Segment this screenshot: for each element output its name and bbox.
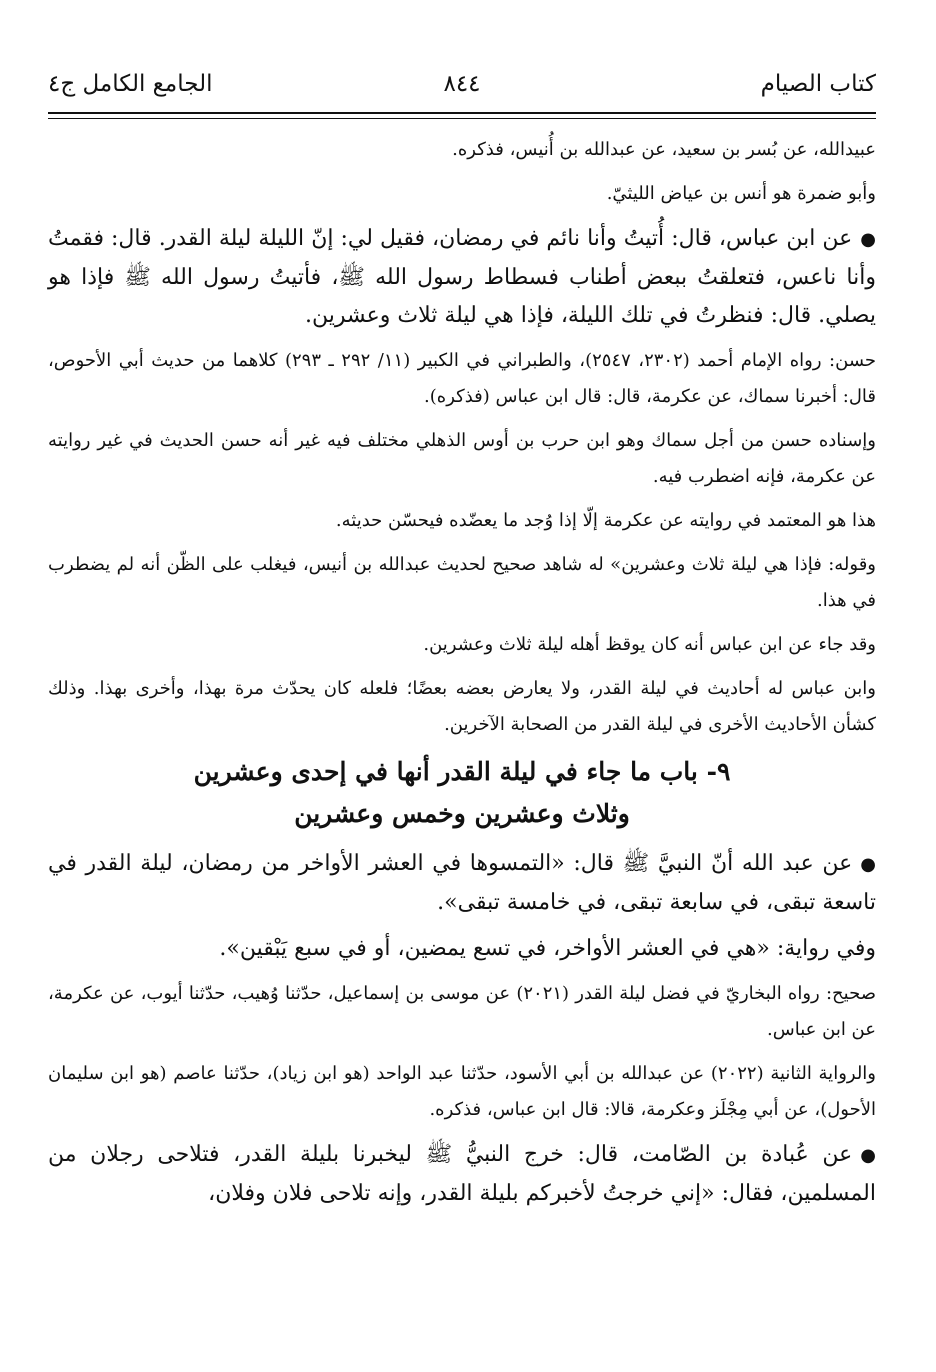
note-paragraph: وابن عباس له أحاديث في ليلة القدر، ولا يعارض بعضه بعضًا؛ فلعله كان يحدّث مرة بهذا، وأخرى بهذا. وذلك كشأن الأحاديث الأخرى في ليلة القدر من الصحابة الآخرين. [48,678,876,735]
note-paragraph: والرواية الثانية (٢٠٢٢) عن عبدالله بن أبي الأسود، حدّثنا عبد الواحد (هو ابن زياد)، حدّثنا عاصم (هو ابن سليمان الأحول)، عن أبي مِجْلَز وعكرمة، قالا: قال ابن عباس، فذكره. [48,1063,876,1120]
page-body [48,132,876,1221]
bullet-icon: ● [860,1145,876,1166]
header-volume-title: الجامع الكامل ج٤ [48,71,213,97]
note-paragraph: هذا هو المعتمد في روايته عن عكرمة إلّا إذا وُجد ما يعضّده فيحسّن حديثه. [335,510,876,531]
header-book-title: كتاب الصيام [760,71,876,97]
note-paragraph: وقد جاء عن ابن عباس أنه كان يوقظ أهله ليلة ثلاث وعشرين. [423,634,876,655]
header-rule-thin [48,118,876,119]
hadith-paragraph: ●عن عبد الله أنّ النبيَّ ﷺ قال: «التمسوها في العشر الأواخر من رمضان، ليلة القدر في تاسعة تبقى، في سابعة تبقى، في خامسة تبقى». [48,845,876,922]
bullet-icon: ● [860,854,876,875]
note-paragraph: وإسناده حسن من أجل سماك وهو ابن حرب بن أوس الذهلي مختلف فيه غير أنه حسن الحديث في غير روايته عن عكرمة، فإنه اضطرب فيه. [48,430,876,487]
chapter-heading-line-1: ٩- باب ما جاء في ليلة القدر أنها في إحدى وعشرين [193,757,731,786]
chapter-heading [48,751,876,835]
hadith-paragraph: ●عن عُبادة بن الصّامت، قال: خرج النبيُّ ﷺ ليخبرنا بليلة القدر، فتلاحى رجلان من المسلمين، فقال: «إني خرجتُ لأخبركم بليلة القدر، وإنه تلاحى فلان وفلان، [48,1136,876,1213]
page-number: ٨٤٤ [443,71,481,97]
chapter-heading-line-2: وثلاث وعشرين وخمس وعشرين [294,799,630,828]
note-paragraph: وأبو ضمرة هو أنس بن عياض الليثيّ. [606,183,876,204]
hadith-paragraph: ●عن ابن عباس، قال: أُتيتُ وأنا نائم في رمضان، فقيل لي: إنّ الليلة ليلة القدر. قال: فقمتُ وأنا ناعس، فتعلقتُ ببعض أطناب فسطاط رسول الله ﷺ، فأتيتُ رسول الله ﷺ فإذا هو يصلي. قال: فنظرتُ في تلك الليلة، فإذا هي ليلة ثلاث وعشرين. [48,220,876,335]
hadith-paragraph: وفي رواية: «هي في العشر الأواخر، في تسع يمضين، أو في سبع يَبْقين». [219,936,876,961]
bullet-icon: ● [860,229,876,250]
page-header [48,68,876,112]
note-paragraph: وقوله: فإذا هي ليلة ثلاث وعشرين» له شاهد صحيح لحديث عبدالله بن أنيس، فيغلب على الظّن أنه لم يضطرب في هذا. [48,554,876,611]
header-rule-thick [48,112,876,114]
note-paragraph: حسن: رواه الإمام أحمد (٢٣٠٢، ٢٥٤٧)، والطبراني في الكبير (١١/ ٢٩٢ ـ ٢٩٣) كلاهما من حديث أبي الأحوص، قال: أخبرنا سماك، عن عكرمة، قال: قال ابن عباس (فذكره). [48,350,877,407]
note-paragraph: صحيح: رواه البخاريّ في فضل ليلة القدر (٢٠٢١) عن موسى بن إسماعيل، حدّثنا وُهيب، حدّثنا أيوب، عن عكرمة، عن ابن عباس. [48,983,876,1040]
note-paragraph: عبيدالله، عن بُسر بن سعيد، عن عبدالله بن أُنيس، فذكره. [452,139,876,160]
